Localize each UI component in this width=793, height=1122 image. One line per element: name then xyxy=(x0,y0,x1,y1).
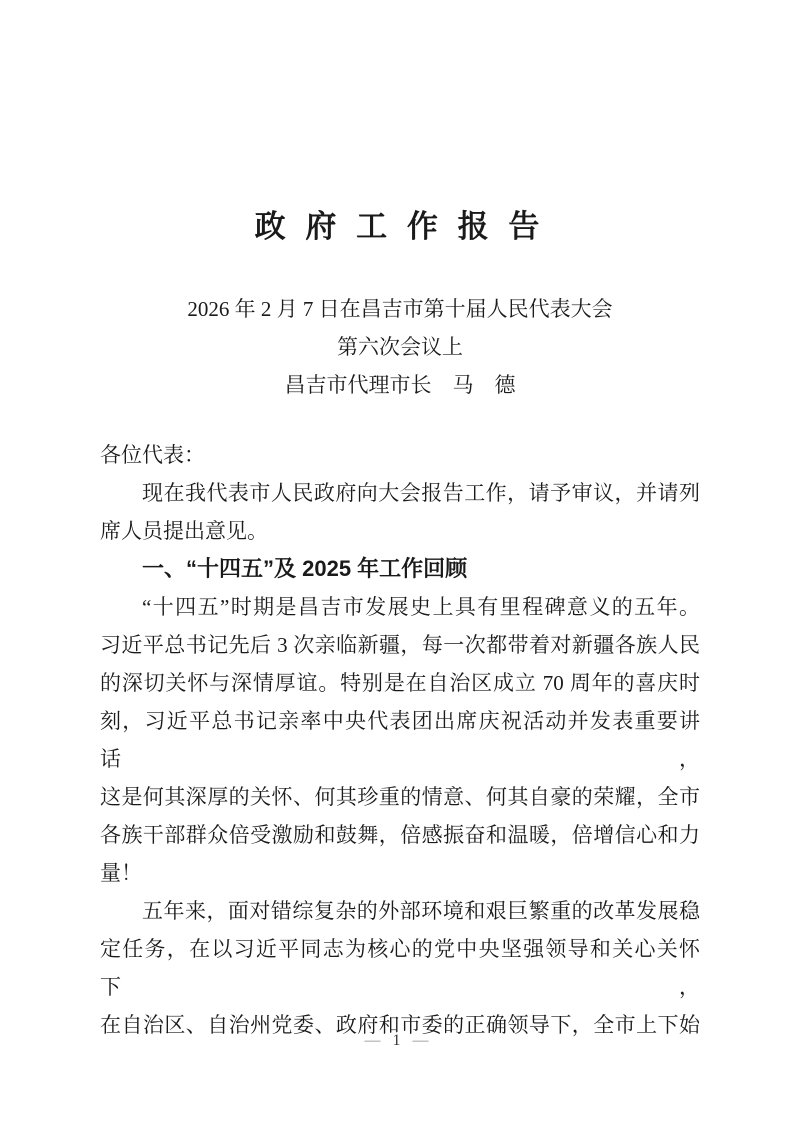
text-line: 刻，习近平总书记亲率中央代表团出席庆祝活动并发表重要讲话， xyxy=(100,709,700,771)
text-line: 席人员提出意见。 xyxy=(100,519,268,543)
footer-dash-left: — xyxy=(364,1032,381,1049)
document-title: 政 府 工 作 报 告 xyxy=(254,209,546,244)
paragraph xyxy=(100,474,700,550)
page-number: 1 xyxy=(392,1032,401,1049)
text-line: 量！ xyxy=(100,861,142,885)
meta-session: 第六次会议上 xyxy=(337,335,463,359)
page-footer xyxy=(0,1030,793,1052)
text-line: 定任务，在以习近平同志为核心的党中央坚强领导和关心关怀下， xyxy=(100,937,700,999)
paragraph xyxy=(100,892,700,1044)
text-line: 在自治区、自治州党委、政府和市委的正确领导下，全市上下始 xyxy=(100,1013,700,1037)
footer-dash-right: — xyxy=(412,1032,429,1049)
text-line: “十四五”时期是昌吉市发展史上具有里程碑意义的五年。 xyxy=(142,595,700,619)
meta-author: 昌吉市代理市长 马 德 xyxy=(284,373,516,397)
text-line: 各位代表： xyxy=(100,443,205,467)
text-line: 一、“十四五”及 2025 年工作回顾 xyxy=(142,556,468,581)
paragraph xyxy=(100,588,700,892)
document-body xyxy=(100,436,700,1044)
text-line: 这是何其深厚的关怀、何其珍重的情意、何其自豪的荣耀，全市 xyxy=(100,785,700,809)
meta-date-venue: 2026 年 2 月 7 日在昌吉市第十届人民代表大会 xyxy=(187,297,613,321)
text-line: 各族干部群众倍受激励和鼓舞，倍感振奋和温暖，倍增信心和力 xyxy=(100,823,700,847)
text-line: 五年来，面对错综复杂的外部环境和艰巨繁重的改革发展稳 xyxy=(142,899,700,923)
text-line: 现在我代表市人民政府向大会报告工作，请予审议，并请列 xyxy=(142,481,700,505)
document-meta xyxy=(100,290,700,404)
section-heading xyxy=(100,550,700,588)
text-line: 的深切关怀与深情厚谊。特别是在自治区成立 70 周年的喜庆时 xyxy=(100,671,700,695)
salutation xyxy=(100,436,700,474)
text-line: 习近平总书记先后 3 次亲临新疆，每一次都带着对新疆各族人民 xyxy=(100,633,700,657)
document-content xyxy=(100,0,700,1044)
